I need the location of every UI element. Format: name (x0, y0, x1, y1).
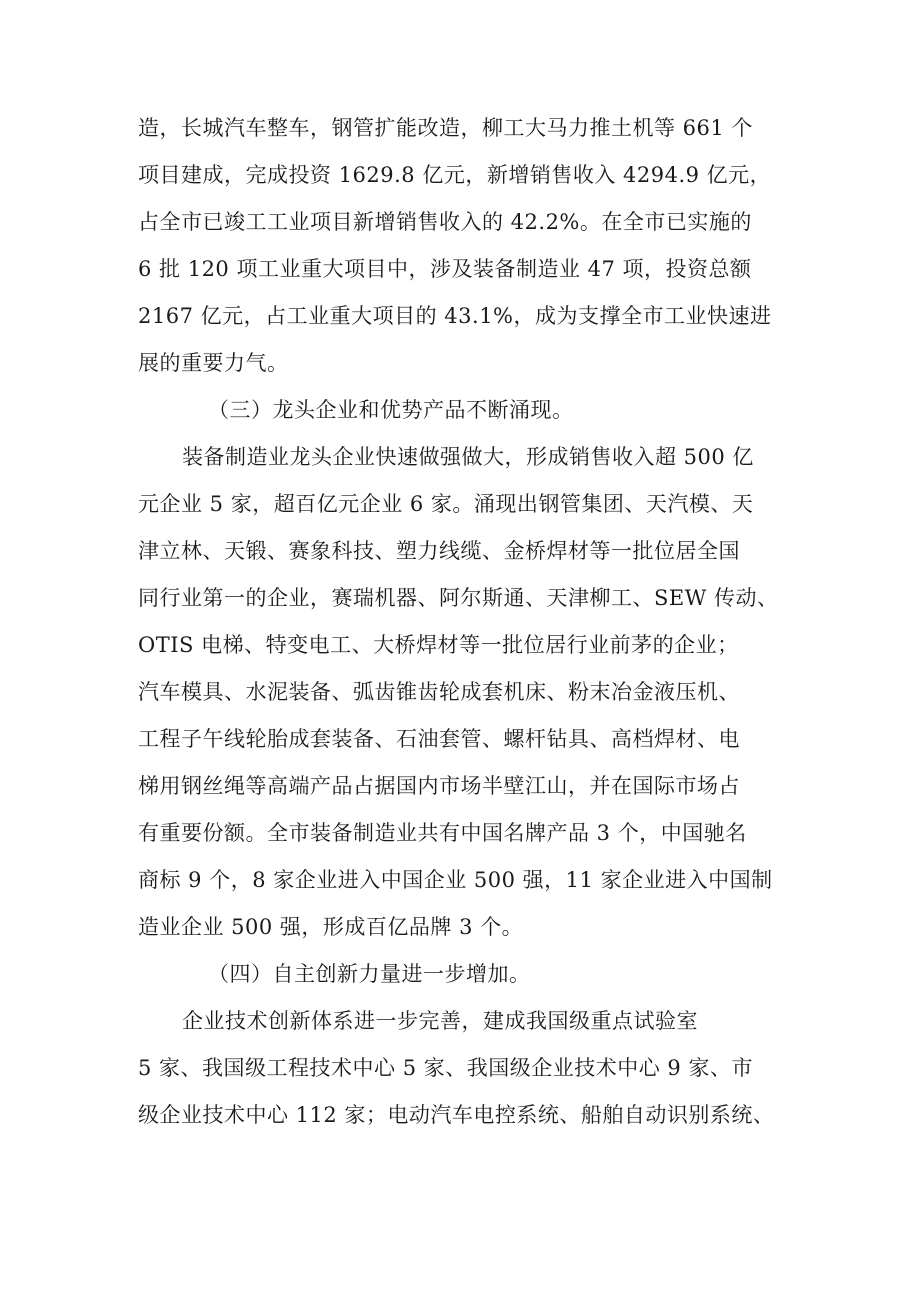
text-line: 梯用钢丝绳等高端产品占据国内市场半壁江山，并在国际市场占 (138, 774, 740, 798)
text-line: 2167 亿元，占工业重大项目的 43.1%，成为支撑全市工业快速进 (138, 304, 772, 328)
text-line: 级企业技术中心 112 家；电动汽车电控系统、船舶自动识别系统、 (138, 1103, 775, 1127)
text-line: 有重要份额。全市装备制造业共有中国名牌产品 3 个，中国驰名 (138, 821, 747, 845)
text-line: 工程子午线轮胎成套装备、石油套管、螺杆钻具、高档焊材、电 (138, 727, 740, 751)
text-line: 津立林、天锻、赛象科技、塑力线缆、金桥焊材等一批位居全国 (138, 539, 740, 563)
text-line: 商标 9 个，8 家企业进入中国企业 500 强，11 家企业进入中国制 (138, 868, 773, 892)
section-heading-3: （三）龙头企业和优势产品不断涌现。 (208, 398, 574, 422)
document-body (138, 105, 798, 1139)
paragraph-first-line: 装备制造业龙头企业快速做强做大，形成销售收入超 500 亿 (182, 445, 754, 469)
section-heading-4: （四）自主创新力量进一步增加。 (208, 962, 531, 986)
text-line: 占全市已竣工工业项目新增销售收入的 42.2%。在全市已实施的 (138, 210, 752, 234)
text-line: 项目建成，完成投资 1629.8 亿元，新增销售收入 4294.9 亿元， (138, 163, 772, 187)
text-line: OTIS 电梯、特变电工、大桥焊材等一批位居行业前茅的企业； (138, 633, 739, 657)
text-line: 元企业 5 家，超百亿元企业 6 家。涌现出钢管集团、天汽模、天 (138, 492, 754, 516)
text-line: 展的重要力气。 (138, 351, 289, 375)
text-line: 汽车模具、水泥装备、弧齿锥齿轮成套机床、粉末冶金液压机、 (138, 680, 740, 704)
text-line: 造业企业 500 强，形成百亿品牌 3 个。 (138, 915, 524, 939)
paragraph-first-line: 企业技术创新体系进一步完善，建成我国级重点试验室 (182, 1009, 698, 1033)
text-line: 造，长城汽车整车，钢管扩能改造，柳工大马力推土机等 661 个 (138, 116, 753, 140)
text-line: 6 批 120 项工业重大项目中，涉及装备制造业 47 项，投资总额 (138, 257, 752, 281)
text-line: 同行业第一的企业，赛瑞机器、阿尔斯通、天津柳工、SEW 传动、 (138, 586, 779, 610)
text-line: 5 家、我国级工程技术中心 5 家、我国级企业技术中心 9 家、市 (138, 1056, 753, 1080)
